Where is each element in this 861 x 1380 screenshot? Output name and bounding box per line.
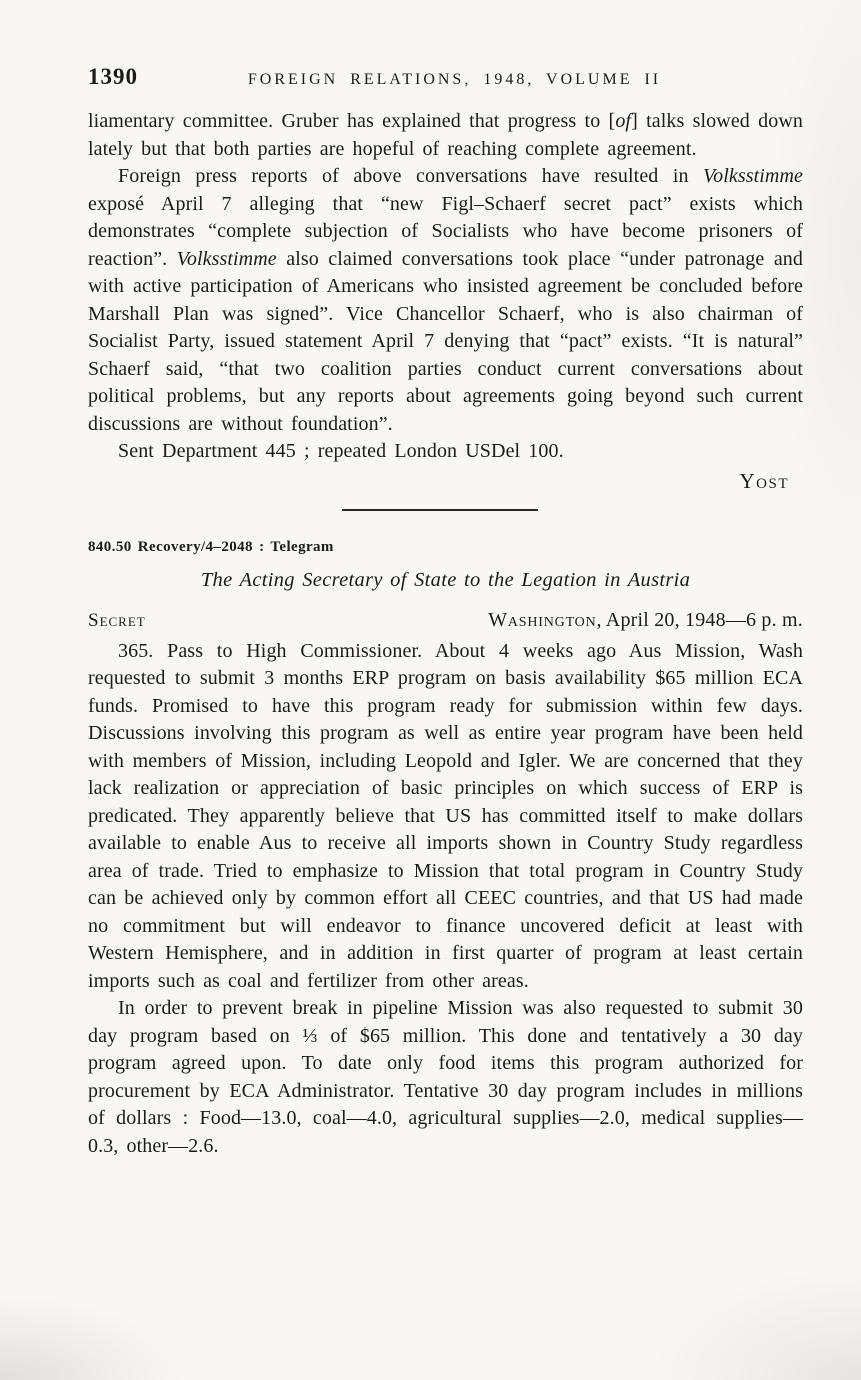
dateline [488, 609, 803, 632]
previous-document-continuation [88, 108, 803, 466]
telegram-body [88, 638, 803, 1161]
text-run: Volksstimme [703, 165, 803, 187]
paragraph [88, 163, 803, 438]
text-run: exposé April 7 alleging that “new Figl–Schaerf secret pact” exists which demonstrates “complete subjection of Socialists who have become prisoners of reaction”. [88, 192, 803, 270]
archival-reference-line: 840.50 Recovery/4–2048 : Telegram [88, 538, 334, 555]
text-run: In order to prevent break in pipeline Mission was also requested to submit 30 day program based on ⅓ of $65 million. This done and tentatively a 30 day program agreed upon. To date only food items this program authorized for procurement by ECA Administrator. Tentative 30 day program includes in millions of dollars : Food—13.0, coal—4.0, agricultural supplies—2.0, medical supplies—0.3, other—2.6. [88, 997, 803, 1157]
dateline-place: Washington [488, 608, 597, 631]
text-run: 365. Pass to High Commissioner. About 4 weeks ago Aus Mission, Wash requested to submit 3 months ERP program on basis availability $65 million ECA funds. Promised to have this program ready for submission within few days. Discussions involving this program as well as entire year program have been held with members of Mission, including Leopold and Igler. We are concerned that they lack realization or appreciation of basic principles on which success of ERP is predicated. They apparently believe that US has committed itself to make dollars available to enable Aus to receive all imports shown in Country Study regardless area of trade. Tried to emphasize to Mission that total program in Country Study can be achieved only by common effort all CEEC countries, and that US had made no commitment but will endeavor to finance uncovered deficit at least with Western Hemisphere, and in addition in first quarter of program at least certain imports such as coal and fertilizer from other areas. [88, 639, 803, 992]
text-run: Volksstimme [176, 247, 277, 270]
page-number: 1390 [88, 64, 138, 89]
text-run: also claimed conversations took place “under patronage and with active participation of Americans who insisted agreement be concluded before Marshall Plan was signed”. Vice Chancellor Schaerf, who is also chairman of Socialist Party, issued statement April 7 denying that “pact” exists. “It is natural” Schaerf said, “that two coalition parties conduct current conversations about political problems, but any reports about agreements going beyond such current discussions are without foundation”. [88, 247, 803, 435]
document-title: The Acting Secretary of State to the Legation in Austria [200, 568, 691, 591]
running-header: FOREIGN RELATIONS, 1948, VOLUME II [247, 71, 662, 88]
text-run: Foreign press reports of above conversations have resulted in [118, 165, 704, 187]
section-divider-rule [342, 509, 538, 511]
paragraph [88, 638, 803, 996]
paragraph [88, 438, 803, 466]
classification-label: Secret [88, 609, 146, 631]
classification-dateline-row [88, 609, 803, 632]
paragraph [88, 995, 803, 1160]
text-run: of [615, 110, 632, 132]
dateline-date-time: , April 20, 1948—6 p. m. [596, 608, 803, 631]
paragraph [88, 108, 803, 163]
page-header [88, 64, 803, 90]
signature-yost: Yost [739, 468, 789, 493]
text-run: liamentary committee. Gruber has explained that progress to [ [88, 110, 616, 132]
text-run: Sent Department 445 ; repeated London USDel 100. [118, 440, 564, 462]
text-run: ] talks slowed down lately but that both parties are hopeful of reaching complete agreement. [88, 110, 804, 160]
